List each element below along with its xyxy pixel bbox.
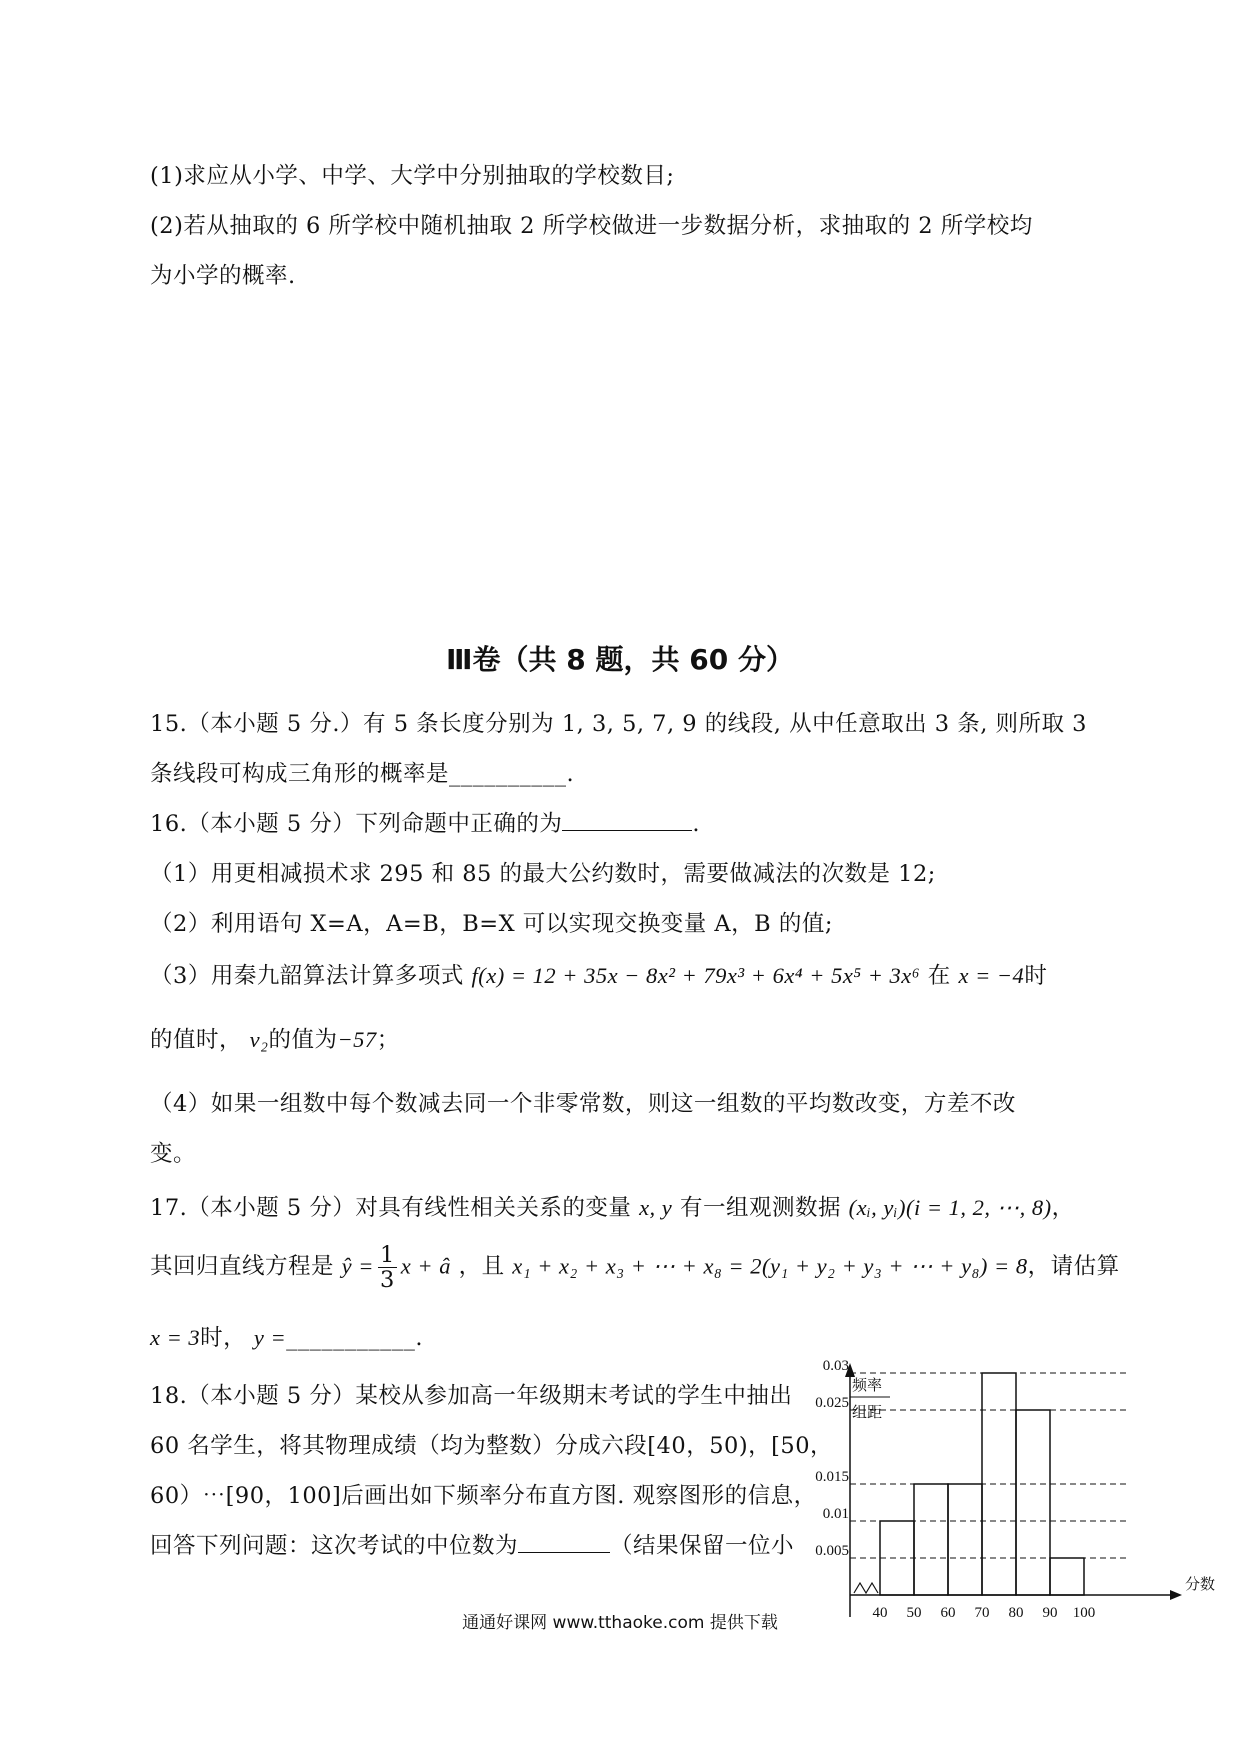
q16-answer-blank <box>562 808 692 831</box>
q18-line4-post: （结果保留一位小 <box>610 1533 795 1559</box>
q-prev-part1: (1)求应从小学、中学、大学中分别抽取的学校数目; <box>150 163 675 189</box>
q16-item3-b-post: ； <box>376 1027 400 1053</box>
q17-regression-rhs: x + â <box>400 1253 451 1279</box>
q-prev-part2-a: (2)若从抽取的 6 所学校中随机抽取 2 所学校做进一步数据分析，求抽取的 2 所学校均 <box>150 213 1033 239</box>
histogram-bar-2 <box>948 1484 982 1595</box>
y-tick-label-0: 0.005 <box>815 1543 849 1559</box>
q16-item3 <box>150 958 1047 990</box>
q16-item3-b-val: −57 <box>337 1027 377 1052</box>
section-title: Ⅲ卷（共 8 题，共 60 分） <box>446 643 794 676</box>
q16-item4-b: 变。 <box>150 1141 197 1167</box>
q17-frac-den: 3 <box>379 1267 395 1293</box>
q-prev-part2-b: 为小学的概率. <box>150 263 296 289</box>
x-tick-label-0: 40 <box>872 1605 888 1621</box>
histogram-bar-4 <box>1016 1410 1050 1595</box>
q17-line2 <box>150 1243 1120 1292</box>
q18-line2: 60 名学生，将其物理成绩（均为整数）分成六段[40，50)，[50， <box>150 1433 834 1459</box>
q17-regression-lhs: ŷ = <box>341 1253 374 1279</box>
q17-line1-end: ， <box>1051 1195 1075 1221</box>
q18-line1: 18.（本小题 5 分）某校从参加高一年级期末考试的学生中抽出 <box>150 1383 793 1409</box>
x-axis-arrow <box>1170 1590 1182 1600</box>
y-tick-label-1: 0.01 <box>822 1506 849 1522</box>
q17-line2-end: ，请估算 <box>1027 1253 1120 1280</box>
q18-line4 <box>150 1528 794 1560</box>
q17-line1 <box>150 1190 1075 1222</box>
q17-fraction <box>378 1243 397 1292</box>
x-tick-label-6: 100 <box>1072 1605 1096 1621</box>
q16-item3-pre: （3）用秦九韶算法计算多项式 <box>150 963 464 989</box>
q16-item3-cont <box>150 1022 400 1054</box>
q16-item3-post: 时 <box>1024 963 1048 989</box>
q17-line3-x: x = 3 <box>150 1325 201 1350</box>
q17-frac-num: 1 <box>379 1242 395 1268</box>
x-tick-label-2: 60 <box>940 1605 956 1621</box>
q17-line1-pre: 17.（本小题 5 分）对具有线性相关关系的变量 <box>150 1195 632 1221</box>
x-tick-label-3: 70 <box>974 1605 990 1621</box>
q16-item3-x-value: x = −4 <box>958 963 1025 988</box>
q16-stem <box>150 806 700 838</box>
x-tick-label-1: 50 <box>906 1605 922 1621</box>
q17-line2-pre: 其回归直线方程是 <box>150 1253 335 1280</box>
q16-item3-b-mid: 的值为 <box>268 1027 338 1053</box>
q16-stem-end: . <box>692 811 701 837</box>
q18-line3: 60）⋯[90，100]后画出如下频率分布直方图. 观察图形的信息， <box>150 1483 817 1509</box>
q17-line3 <box>150 1320 423 1352</box>
q18-line4-pre: 回答下列问题：这次考试的中位数为 <box>150 1533 519 1559</box>
q17-answer-blank: ___________ <box>286 1325 416 1351</box>
y-tick-label-4: 0.03 <box>822 1358 849 1374</box>
q17-line3-end: . <box>415 1325 424 1351</box>
q17-sum-equation: x₁ + x₂ + x₃ + ⋯ + x₈ = 2(y₁ + y₂ + y₃ + ⋯ + y₈) = 8 <box>512 1253 1028 1279</box>
q17-line1-data: (xᵢ, yᵢ)(i = 1, 2, ⋯, 8) <box>848 1195 1052 1220</box>
histogram-bar-1 <box>914 1484 948 1595</box>
histogram-bar-5 <box>1050 1558 1084 1595</box>
y-tick-label-2: 0.015 <box>815 1469 849 1485</box>
q17-line3-b: 时， <box>200 1325 247 1351</box>
q17-line3-y: y = <box>253 1325 287 1350</box>
footer-source: 通通好课网 www.tthaoke.com 提供下载 <box>462 1613 778 1633</box>
y-tick-label-3: 0.025 <box>815 1395 849 1411</box>
q15-line2: 条线段可构成三角形的概率是__________. <box>150 761 575 787</box>
axis-break-zigzag <box>854 1583 878 1593</box>
q16-item3-b-pre: 的值时， <box>150 1027 243 1053</box>
frequency-histogram <box>815 1355 1220 1625</box>
q17-line1-var: x, y <box>639 1195 673 1220</box>
q16-stem-text: 16.（本小题 5 分）下列命题中正确的为 <box>150 811 563 837</box>
q16-item4-a: （4）如果一组数中每个数减去同一个非零常数，则这一组数的平均数改变，方差不改 <box>150 1091 1016 1117</box>
q15-line1: 15.（本小题 5 分.）有 5 条长度分别为 1, 3, 5, 7, 9 的线段, 从中任意取出 3 条, 则所取 3 <box>150 711 1087 737</box>
q18-answer-blank <box>518 1530 610 1553</box>
y-label-top: 频率 <box>852 1378 883 1394</box>
q16-item2: （2）利用语句 X=A，A=B，B=X 可以实现交换变量 A，B 的值; <box>150 911 833 937</box>
x-axis-label: 分数 <box>1185 1577 1216 1593</box>
y-label-bottom: 组距 <box>852 1405 883 1421</box>
q16-item3-mid: 在 <box>927 963 951 989</box>
q16-item3-polynomial: f(x) = 12 + 35x − 8x² + 79x³ + 6x⁴ + 5x⁵ + 3x⁶ <box>471 963 921 988</box>
q17-line2-mid: ，且 <box>458 1253 505 1280</box>
q16-item3-b-var: v₂ <box>249 1027 269 1052</box>
q17-line1-mid: 有一组观测数据 <box>679 1195 841 1221</box>
x-tick-label-5: 90 <box>1042 1605 1058 1621</box>
x-tick-label-4: 80 <box>1008 1605 1024 1621</box>
q16-item1: （1）用更相减损术求 295 和 85 的最大公约数时，需要做减法的次数是 12; <box>150 861 936 887</box>
